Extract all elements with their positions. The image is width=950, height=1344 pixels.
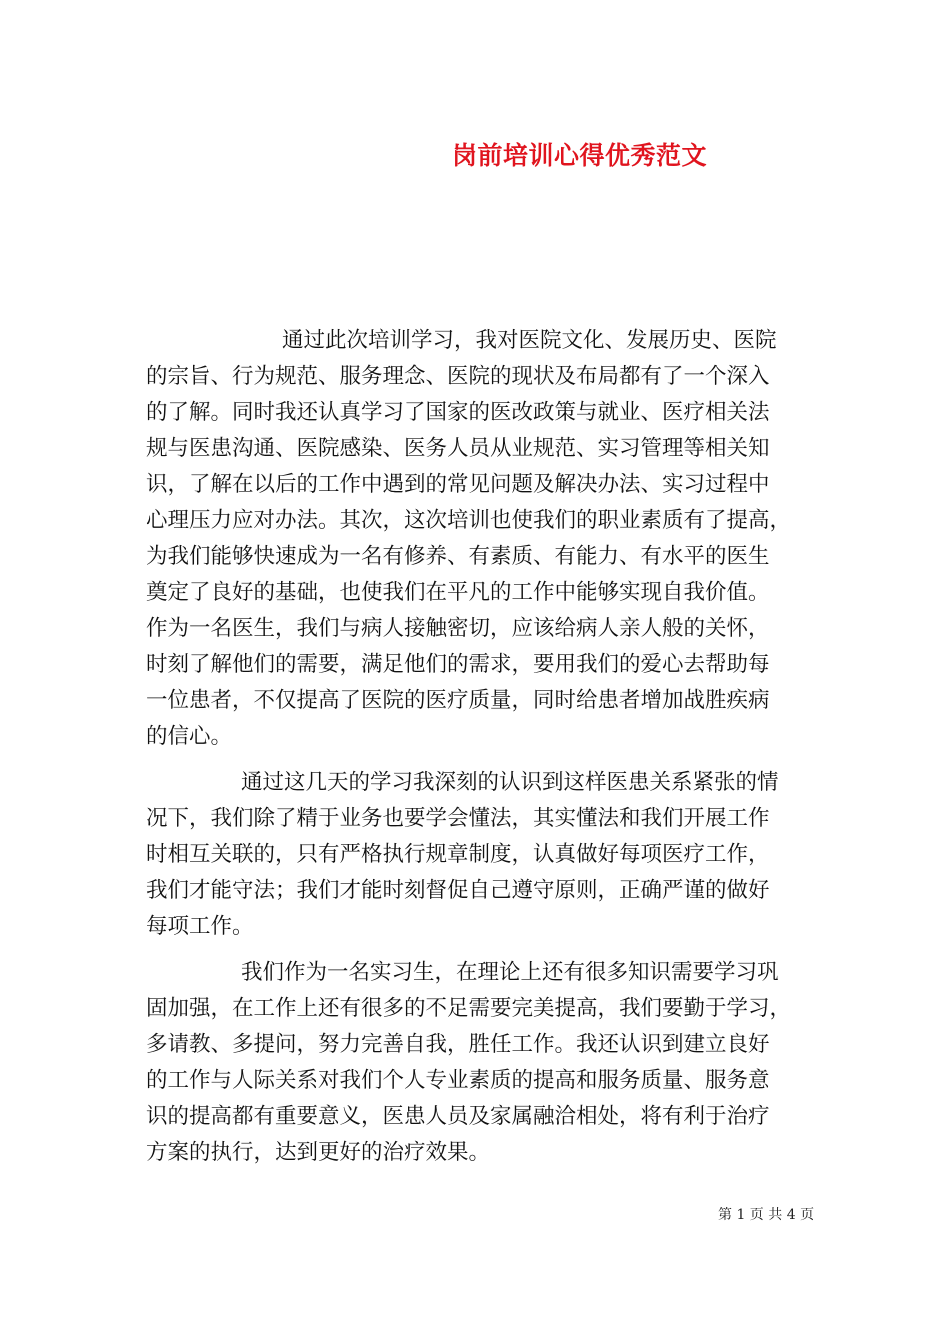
paragraph-3 [146,955,806,1171]
text-line: 一位患者，不仅提高了医院的医疗质量，同时给患者增加战胜疾病 [146,688,770,713]
text-line: 奠定了良好的基础，也使我们在平凡的工作中能够实现自我价值。 [146,580,770,605]
paragraph-2 [146,765,806,945]
document-body [146,323,806,1181]
text-line: 我们才能守法；我们才能时刻督促自己遵守原则，正确严谨的做好 [146,878,770,903]
text-line: 的了解。同时我还认真学习了国家的医改政策与就业、医疗相关法 [146,400,770,425]
paragraph-1 [146,323,806,755]
text-line: 通过这几天的学习我深刻的认识到这样医患关系紧张的情 [241,770,779,795]
document-title: 岗前培训心得优秀范文 [452,141,708,170]
text-line: 的工作与人际关系对我们个人专业素质的提高和服务质量、服务意 [146,1068,770,1093]
text-line: 的宗旨、行为规范、服务理念、医院的现状及布局都有了一个深入 [146,364,770,389]
text-line: 为我们能够快速成为一名有修养、有素质、有能力、有水平的医生 [146,544,770,569]
text-line: 识，了解在以后的工作中遇到的常见问题及解决办法、实习过程中 [146,472,770,497]
text-line: 方案的执行，达到更好的治疗效果。 [146,1140,491,1165]
text-line: 时刻了解他们的需要，满足他们的需求，要用我们的爱心去帮助每 [146,652,770,677]
text-line: 固加强，在工作上还有很多的不足需要完美提高，我们要勤于学习， [146,996,792,1021]
text-line: 我们作为一名实习生，在理论上还有很多知识需要学习巩 [241,960,779,985]
page-number-footer: 第 1 页 共 4 页 [718,1207,815,1223]
text-line: 每项工作。 [146,914,254,939]
text-line: 时相互关联的，只有严格执行规章制度，认真做好每项医疗工作， [146,842,770,867]
text-line: 况下，我们除了精于业务也要学会懂法，其实懂法和我们开展工作 [146,806,770,831]
text-line: 的信心。 [146,724,233,749]
text-line: 识的提高都有重要意义，医患人员及家属融洽相处，将有利于治疗 [146,1104,770,1129]
text-line: 通过此次培训学习，我对医院文化、发展历史、医院 [282,328,777,353]
text-line: 心理压力应对办法。其次，这次培训也使我们的职业素质有了提高， [146,508,792,533]
text-line: 作为一名医生，我们与病人接触密切，应该给病人亲人般的关怀， [146,616,770,641]
text-line: 规与医患沟通、医院感染、医务人员从业规范、实习管理等相关知 [146,436,770,461]
text-line: 多请教、多提问，努力完善自我，胜任工作。我还认识到建立良好 [146,1032,770,1057]
